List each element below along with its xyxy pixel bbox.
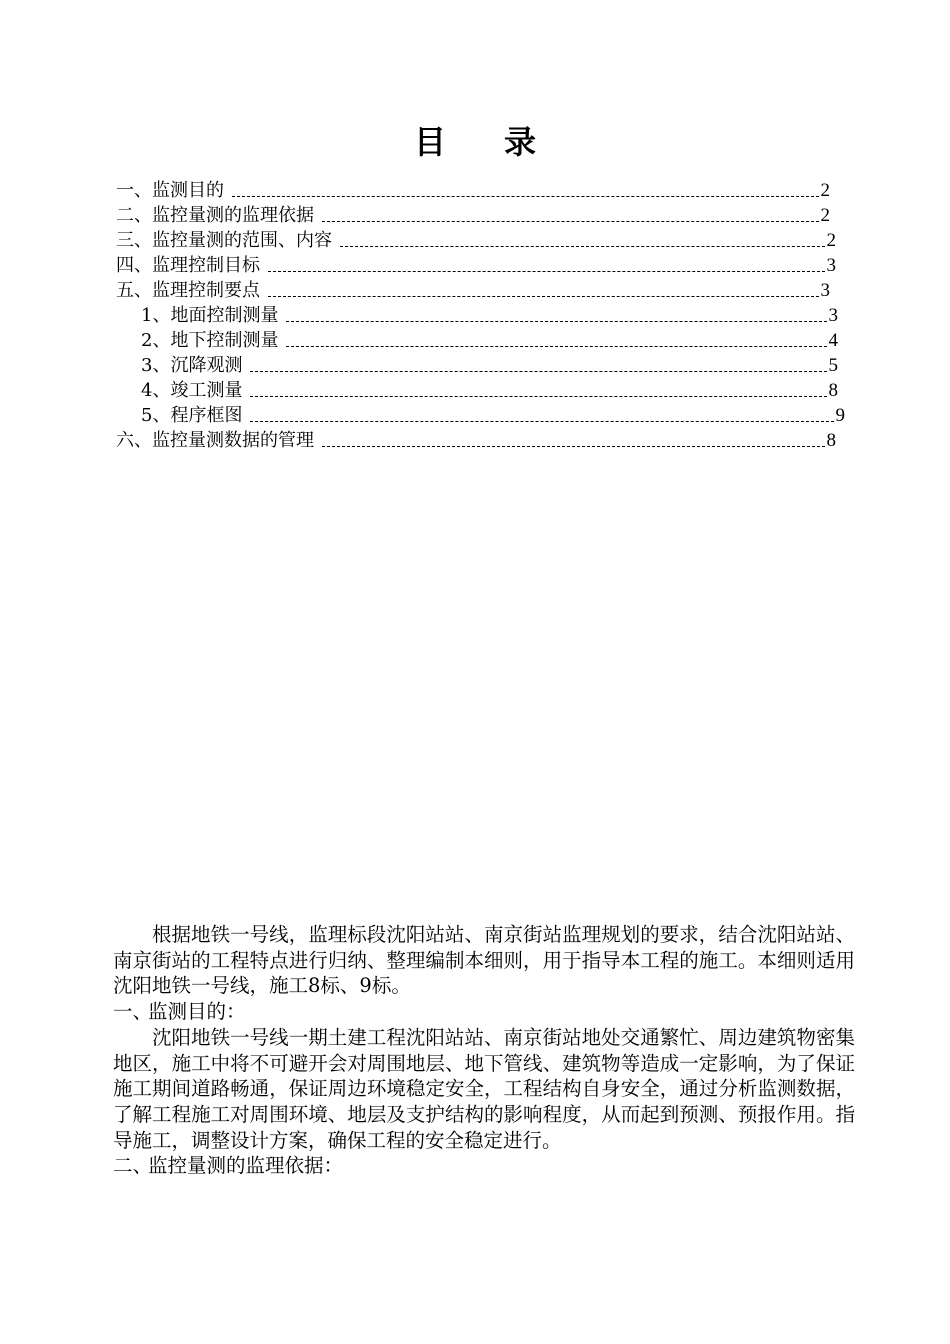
document-body	[113, 922, 855, 1179]
toc-entry[interactable]	[141, 353, 838, 377]
toc-entry[interactable]	[116, 228, 836, 252]
toc-entry-label: 一、监测目的	[116, 180, 224, 201]
toc-entry[interactable]	[116, 428, 836, 452]
toc-entry[interactable]	[141, 378, 838, 402]
toc-entry-page: 9	[835, 405, 845, 426]
toc-entry-label: 五、监理控制要点	[116, 280, 260, 301]
toc-entry-label: 二、监控量测的监理依据	[116, 205, 314, 226]
toc-entry[interactable]	[141, 303, 838, 327]
toc-entry[interactable]	[116, 253, 836, 277]
toc-entry-page: 3	[820, 280, 830, 301]
toc-leader	[286, 345, 826, 347]
toc-entry-page: 3	[828, 305, 838, 326]
toc-entry-label: 2、地下控制测量	[141, 330, 279, 351]
toc-entry-label: 三、监控量测的范围、内容	[116, 230, 332, 251]
toc-entry-label: 1、地面控制测量	[141, 305, 279, 326]
toc-entry-label: 4、竣工测量	[141, 380, 243, 401]
toc-leader	[286, 320, 826, 322]
section-heading	[113, 999, 855, 1025]
toc-leader	[250, 370, 826, 372]
toc-entry-label: 六、监控量测数据的管理	[116, 430, 314, 451]
toc-leader	[322, 445, 825, 447]
section-title: 监测目的：	[148, 1000, 246, 1024]
toc-leader	[340, 245, 825, 247]
toc-leader	[250, 420, 833, 422]
intro-paragraph: 根据地铁一号线，监理标段沈阳站站、南京街站监理规划的要求，结合沈阳站站、南京街站的工程特点进行归纳、整理编制本细则，用于指导本工程的施工。本细则适用沈阳地铁一号线，施工8标、9标。	[113, 923, 855, 998]
toc-entry-page: 2	[820, 180, 830, 201]
toc-entry[interactable]	[116, 178, 830, 202]
toc-entry[interactable]	[141, 328, 838, 352]
toc-entry-label: 3、沉降观测	[141, 355, 243, 376]
section-paragraph: 沈阳地铁一号线一期土建工程沈阳站站、南京街站地处交通繁忙、周边建筑物密集地区，施工中将不可避开会对周围地层、地下管线、建筑物等造成一定影响，为了保证施工期间道路畅通，保证周边环境稳定安全，工程结构自身安全，通过分析监测数据，了解工程施工对周围环境、地层及支护结构的影响程度，从而起到预测、预报作用。指导施工，调整设计方案，确保工程的安全稳定进行。	[113, 1025, 855, 1152]
toc-entry-page: 2	[826, 230, 836, 251]
section-heading	[113, 1153, 855, 1179]
toc-entry-page: 8	[826, 430, 836, 451]
toc-entry-page: 5	[828, 355, 838, 376]
section-number: 二、	[113, 1154, 153, 1178]
toc-leader	[250, 395, 826, 397]
toc-entry[interactable]	[141, 403, 845, 427]
toc-entry-page: 3	[826, 255, 836, 276]
toc-leader	[268, 295, 819, 297]
toc-title: 目录	[413, 123, 594, 161]
toc-entry-page: 8	[828, 380, 838, 401]
toc-entry-page: 2	[820, 205, 830, 226]
section-number: 一、	[113, 1000, 153, 1024]
toc-entry-label: 5、程序框图	[141, 405, 243, 426]
toc-entry[interactable]	[116, 278, 830, 302]
toc-entry-page: 4	[828, 330, 838, 351]
toc-entry-label: 四、监理控制目标	[116, 255, 260, 276]
toc-leader	[232, 195, 819, 197]
toc-leader	[322, 220, 819, 222]
toc-entry[interactable]	[116, 203, 830, 227]
section-title: 监控量测的监理依据：	[148, 1154, 344, 1178]
toc-leader	[268, 270, 825, 272]
